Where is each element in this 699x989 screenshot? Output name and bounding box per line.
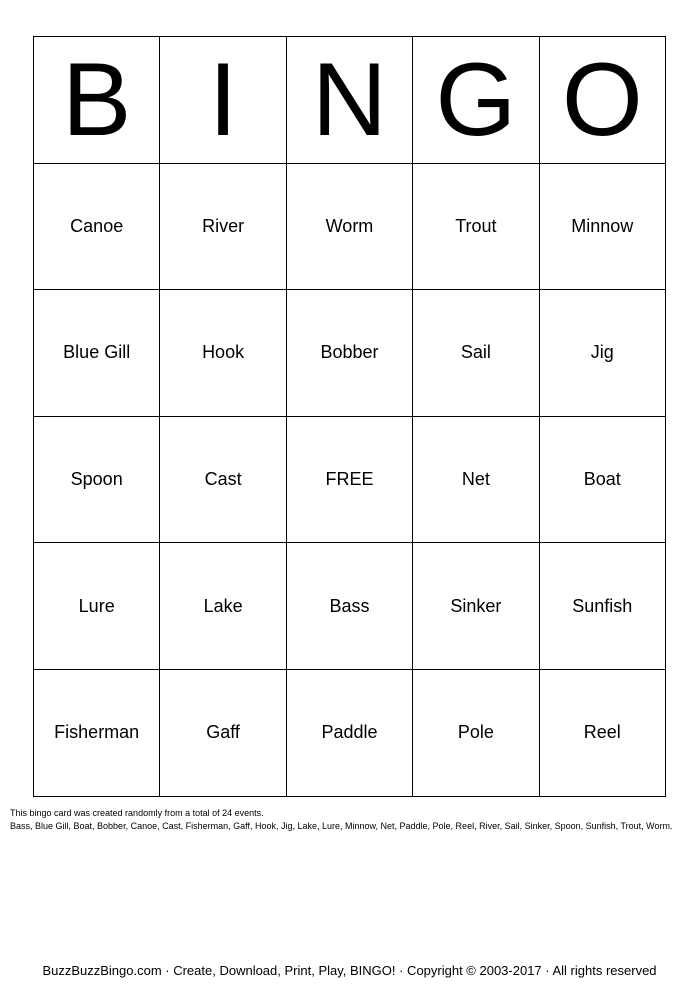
footer-copyright: BuzzBuzzBingo.com · Create, Download, Print, Play, BINGO! · Copyright © 2003-2017 · All rights reserved <box>42 963 657 978</box>
card-cell: Fisherman <box>34 669 160 796</box>
header-row <box>34 37 666 164</box>
free-space-cell: FREE <box>286 416 412 543</box>
card-row <box>34 543 666 670</box>
card-cell: Pole <box>413 669 539 796</box>
card-cell: Lake <box>160 543 286 670</box>
card-cell: Sunfish <box>539 543 665 670</box>
header-letter-b: B <box>34 37 160 164</box>
header-letter-g: G <box>413 37 539 164</box>
card-cell: Bobber <box>286 290 412 417</box>
card-cell: Boat <box>539 416 665 543</box>
card-cell: Sail <box>413 290 539 417</box>
card-cell: Paddle <box>286 669 412 796</box>
bingo-card <box>33 36 666 797</box>
header-letter-n: N <box>286 37 412 164</box>
card-cell: Spoon <box>34 416 160 543</box>
card-row <box>34 163 666 290</box>
card-cell: Bass <box>286 543 412 670</box>
card-cell: Canoe <box>34 163 160 290</box>
card-row <box>34 669 666 796</box>
card-info-note <box>10 807 685 833</box>
note-summary: This bingo card was created randomly from a total of 24 events. <box>10 808 264 818</box>
card-cell: Blue Gill <box>34 290 160 417</box>
header-letter-i: I <box>160 37 286 164</box>
card-cell: Lure <box>34 543 160 670</box>
card-cell: Worm <box>286 163 412 290</box>
card-cell: Trout <box>413 163 539 290</box>
card-cell: Hook <box>160 290 286 417</box>
card-cell: Net <box>413 416 539 543</box>
card-row <box>34 416 666 543</box>
card-cell: Reel <box>539 669 665 796</box>
card-cell: River <box>160 163 286 290</box>
card-cell: Sinker <box>413 543 539 670</box>
header-letter-o: O <box>539 37 665 164</box>
card-cell: Minnow <box>539 163 665 290</box>
card-row <box>34 290 666 417</box>
note-word-list: Bass, Blue Gill, Boat, Bobber, Canoe, Cast, Fisherman, Gaff, Hook, Jig, Lake, Lure, Minnow, Net, Paddle, Pole, Reel, River, Sail, Sinker, Spoon, Sunfish, Trout, Worm. <box>10 821 673 831</box>
card-cell: Gaff <box>160 669 286 796</box>
card-cell: Jig <box>539 290 665 417</box>
card-cell: Cast <box>160 416 286 543</box>
